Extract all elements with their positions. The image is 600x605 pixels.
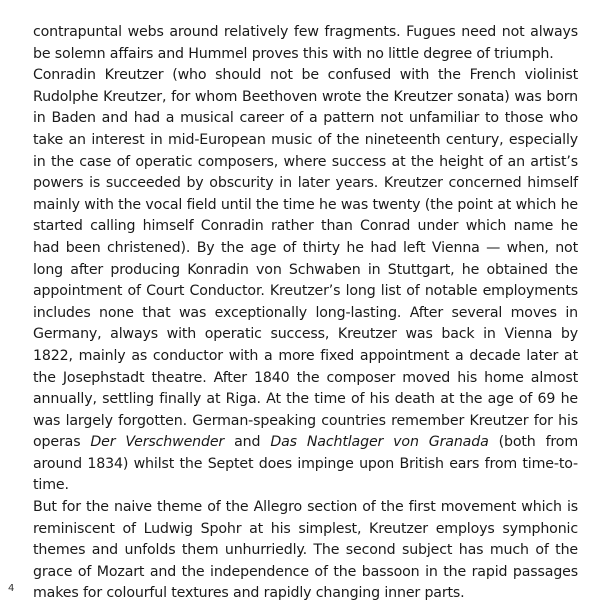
paragraph-2-ending: (both from around 1834) whilst the Septet does impinge upon British ears from time-to-time. (33, 434, 579, 494)
opera-title-das-nachtlager: Das Nachtlager von Granada (270, 434, 489, 451)
paragraph-1-text: contrapuntal webs around relatively few fragments. Fugues need not always be solemn affairs and Hummel proves this with no little degree of triumph. (33, 24, 578, 62)
body-text (33, 22, 578, 605)
opera-title-der-verschwender: Der Verschwender (90, 434, 225, 451)
paragraph-3 (33, 497, 578, 605)
page-number: 4 (8, 583, 15, 594)
paragraph-2-conjunction: and (224, 434, 271, 451)
paragraph-3-text: But for the naive theme of the Allegro section of the first movement which is reminiscent of Ludwig Spohr at his simplest, Kreutzer employs symphonic themes and unfolds them unhurriedly. The second subject has much of the grace of Mozart and the independence of the bassoon in the rapid passages makes for colourful textures and rapidly changing inner parts. (33, 499, 578, 602)
paragraph-1 (33, 22, 578, 65)
paragraph-2-text: Conradin Kreutzer (who should not be confused with the French violinist Rudolphe Kreutzer, for whom Beethoven wrote the Kreutzer sonata) was born in Baden and had a musical career of a pattern not unfamiliar to those who take an interest in mid-European music of the nineteenth century, especially in the case of operatic composers, where success at the height of an artist’s powers is succeeded by obscurity in later years. Kreutzer concerned himself mainly with the vocal field until the time he was twenty (the point at which he started calling himself Conradin rather than Conrad under which name he had been christened). By the age of thirty he had left Vienna — when, not long after producing Konradin von Schwaben in Stuttgart, he obtained the appointment of Court Conductor. Kreutzer’s long list of notable employments includes none that was exceptionally long-lasting. After several moves in Germany, always with operatic success, Kreutzer was back in Vienna by 1822, mainly as conductor with a more fixed appointment a decade later at the Josephstadt theatre. After 1840 the composer moved his home almost annually, settling finally at Riga. At the time of his death at the age of 69 he was largely forgotten. German-speaking countries remember Kreutzer for his operas (33, 67, 578, 451)
paragraph-2 (33, 65, 578, 497)
